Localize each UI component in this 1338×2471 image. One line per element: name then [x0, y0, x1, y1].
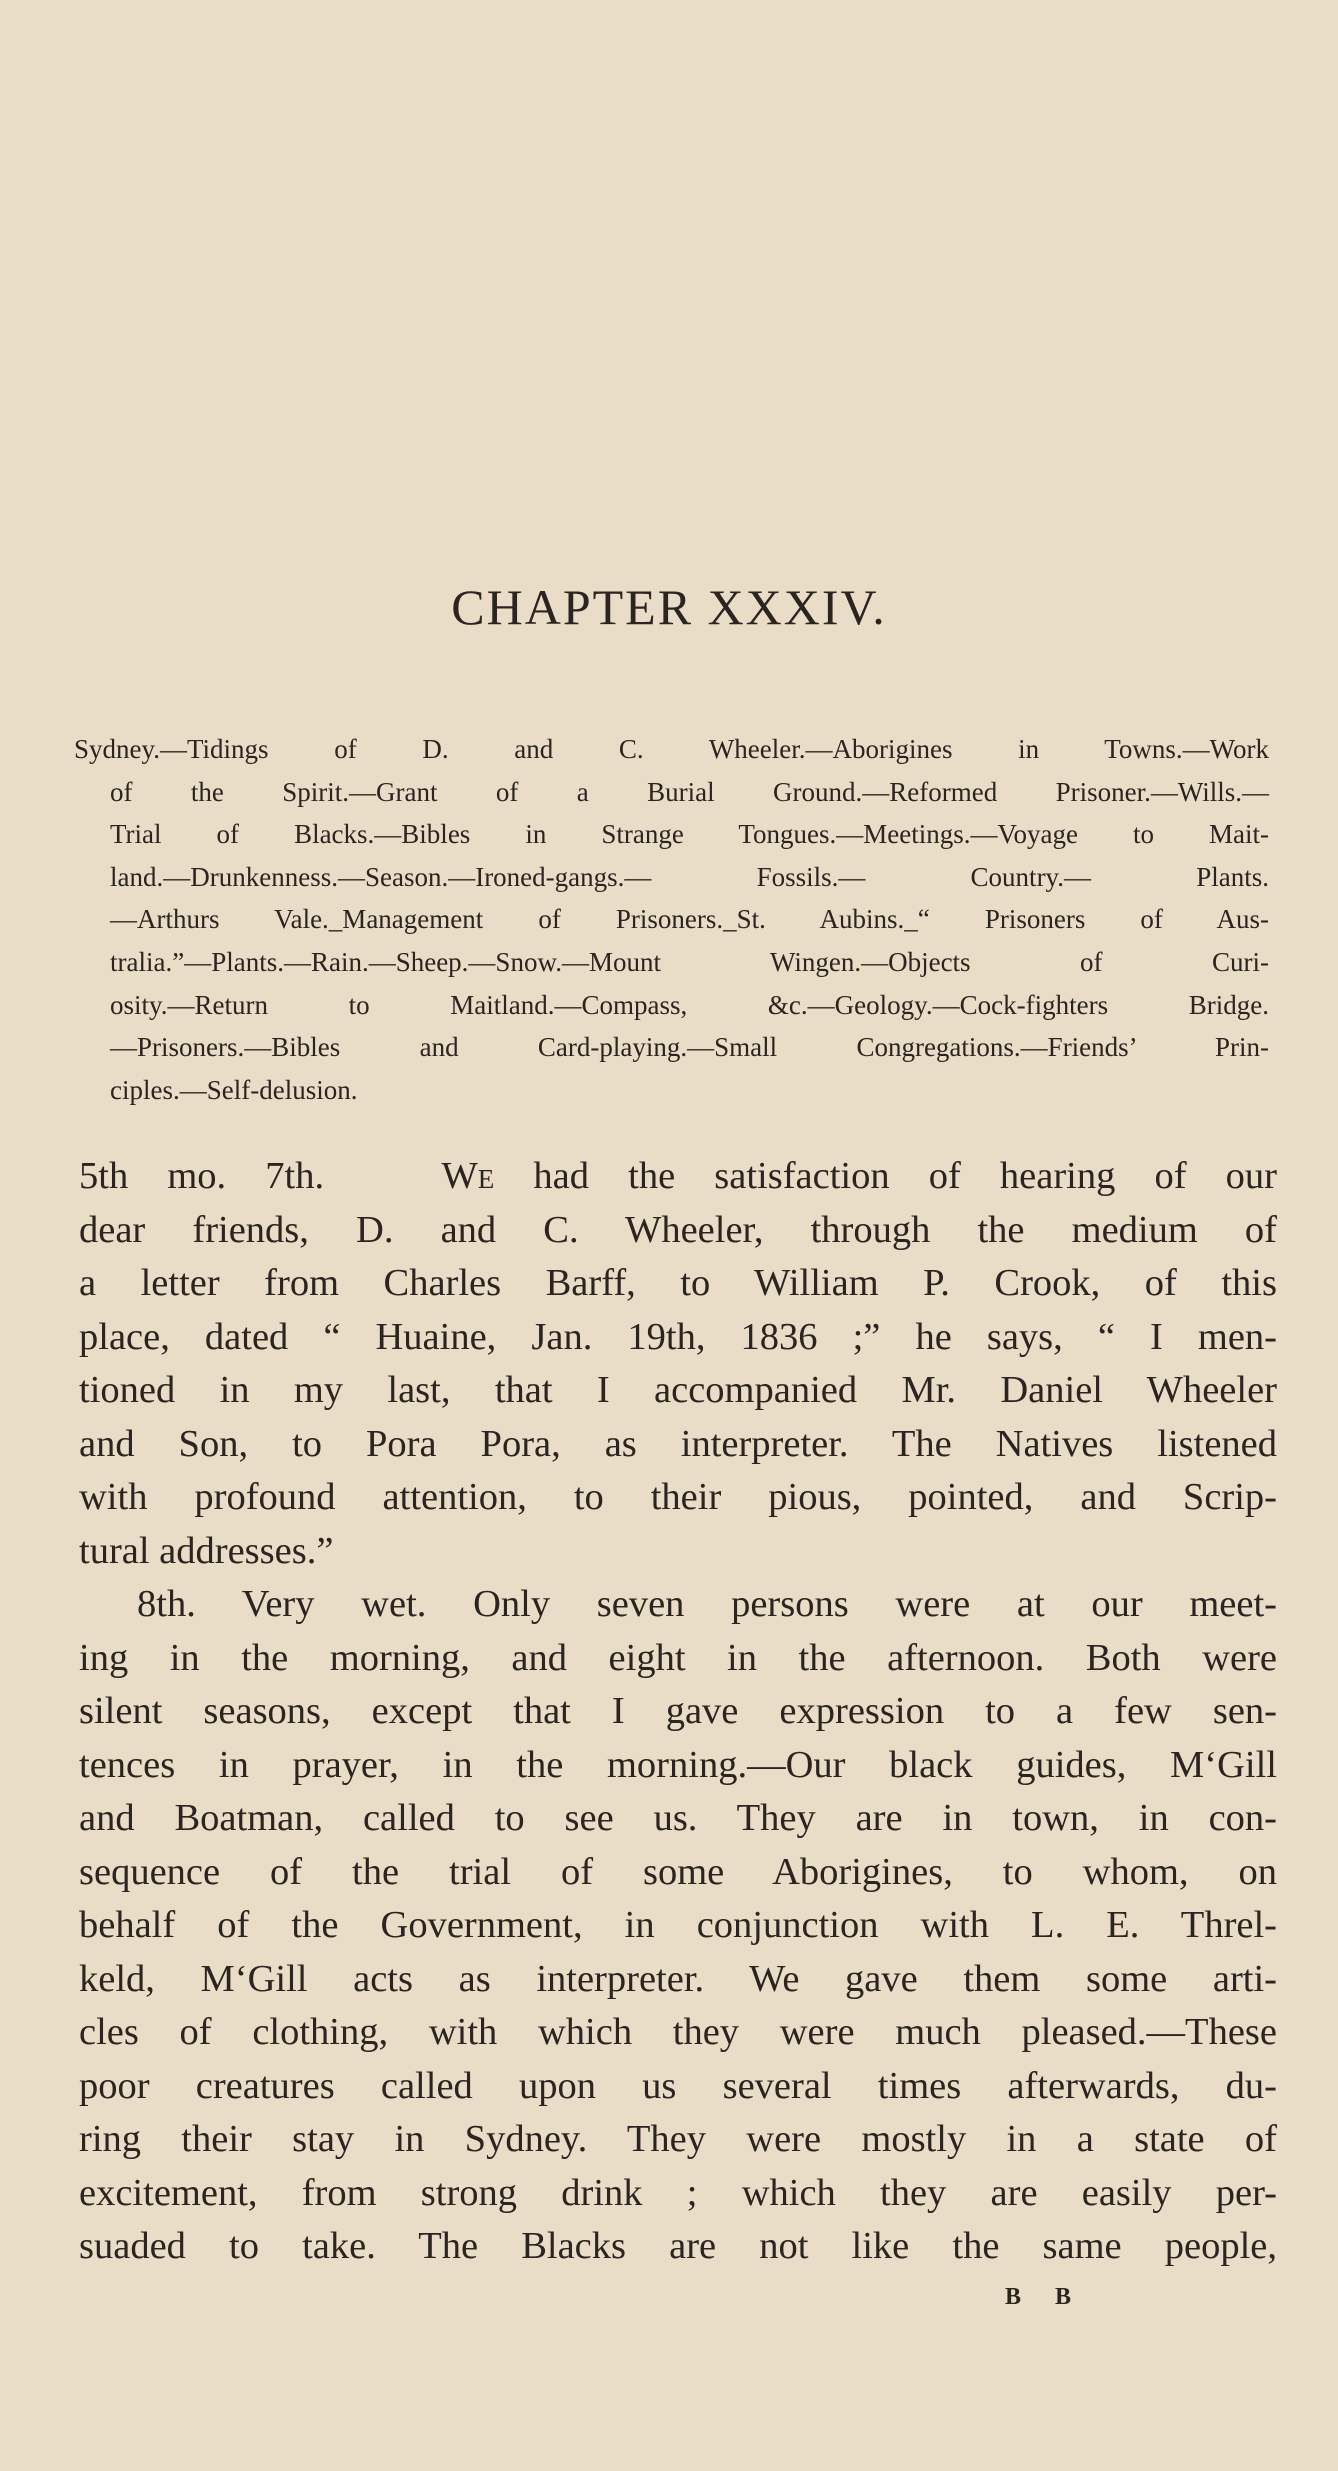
body-line: suaded to take. The Blacks are not like the same people, — [79, 2225, 1277, 2267]
summary-line: osity.—Return to Maitland.—Compass, &c.—Geology.—Cock-fighters Bridge. — [110, 989, 1269, 1020]
body-line: ing in the morning, and eight in the afternoon. Both were — [79, 1636, 1277, 1679]
body-line — [79, 1150, 1277, 1204]
body-line: tences in prayer, in the morning.—Our black guides, M‘Gill — [79, 1743, 1277, 1786]
body-line: dear friends, D. and C. Wheeler, through the medium of — [79, 1208, 1277, 1251]
body-line: poor creatures called upon us several times afterwards, du- — [79, 2064, 1277, 2107]
body-line: keld, M‘Gill acts as interpreter. We gave them some arti- — [79, 1957, 1277, 2000]
body-line: tural addresses.” — [79, 1529, 334, 1572]
body-line: 8th. Very wet. Only seven persons were at our meet- — [137, 1583, 1277, 1625]
summary-line: land.—Drunkenness.—Season.—Ironed-gangs.— Fossils.— Country.— Plants. — [110, 861, 1269, 892]
body-line: a letter from Charles Barff, to William P. Crook, of this — [79, 1262, 1277, 1304]
drop-word: We — [441, 1155, 495, 1197]
body-line: and Son, to Pora Pora, as interpreter. The Natives listened — [79, 1422, 1277, 1465]
body-line: excitement, from strong drink ; which they are easily per- — [79, 2171, 1277, 2214]
body-line: cles of clothing, with which they were much pleased.—These — [79, 2011, 1277, 2053]
body-line: with profound attention, to their pious, pointed, and Scrip- — [79, 1476, 1277, 1518]
body-line: and Boatman, called to see us. They are in town, in con- — [79, 1797, 1277, 1839]
summary-line: Sydney.—Tidings of D. and C. Wheeler.—Aborigines in Towns.—Work — [74, 734, 1269, 764]
entry-date: 5th mo. 7th. — [79, 1155, 325, 1197]
body-text — [79, 1150, 1277, 2274]
summary-line: ciples.—Self-delusion. — [110, 1074, 358, 1105]
body-line: tioned in my last, that I accompanied Mr. Daniel Wheeler — [79, 1369, 1277, 1411]
body-line: sequence of the trial of some Aborigines, to whom, on — [79, 1850, 1277, 1893]
body-line-text: had the satisfaction of hearing of our — [533, 1155, 1278, 1197]
summary-line: tralia.”—Plants.—Rain.—Sheep.—Snow.—Mount Wingen.—Objects of Curi- — [110, 946, 1269, 977]
chapter-title: CHAPTER XXXIV. — [451, 579, 887, 635]
summary-line: —Prisoners.—Bibles and Card-playing.—Small Congregations.—Friends’ Prin- — [110, 1032, 1269, 1063]
printer-signature-mark: B B — [1005, 2284, 1086, 2310]
chapter-summary — [74, 728, 1269, 1111]
summary-line: —Arthurs Vale._Management of Prisoners._St. Aubins._“ Prisoners of Aus- — [110, 904, 1269, 935]
body-line: behalf of the Government, in conjunction with L. E. Threl- — [79, 1904, 1277, 1946]
summary-line: of the Spirit.—Grant of a Burial Ground.—Reformed Prisoner.—Wills.— — [110, 776, 1269, 807]
summary-line: Trial of Blacks.—Bibles in Strange Tongues.—Meetings.—Voyage to Mait- — [110, 819, 1269, 850]
body-line: ring their stay in Sydney. They were mostly in a state of — [79, 2118, 1277, 2160]
body-line: silent seasons, except that I gave expression to a few sen- — [79, 1690, 1277, 1732]
body-line: place, dated “ Huaine, Jan. 19th, 1836 ;” he says, “ I men- — [79, 1315, 1277, 1358]
